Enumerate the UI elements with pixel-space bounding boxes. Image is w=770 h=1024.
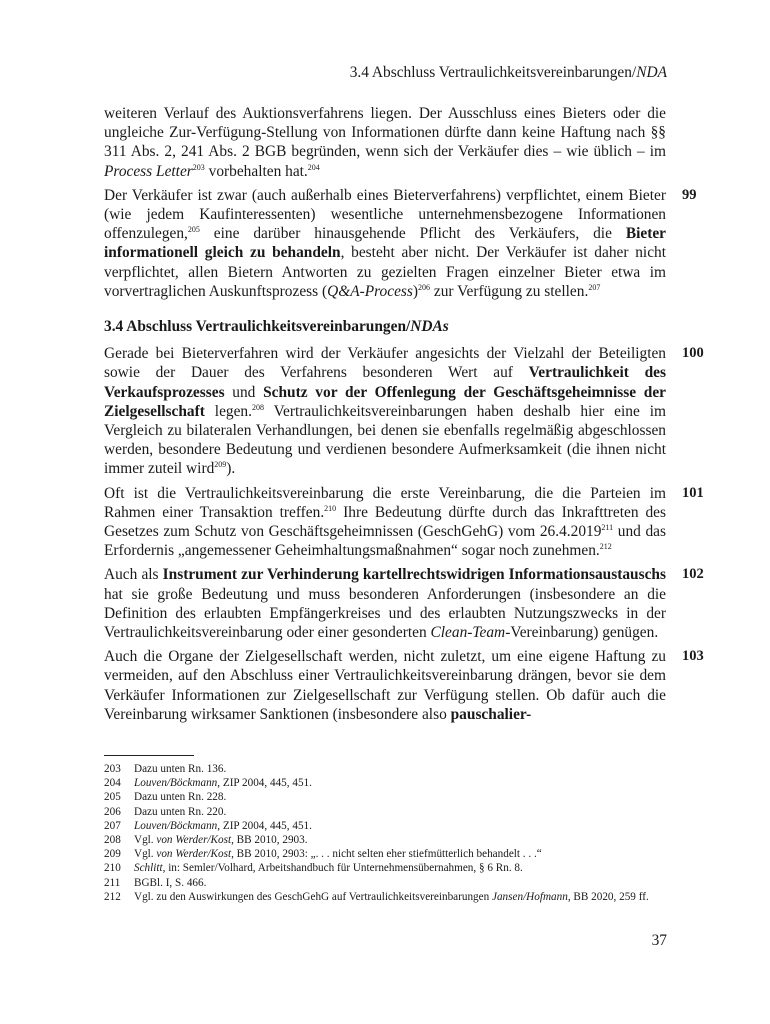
bold-text: Instrument zur Verhinderung kartellrechtswidrigen Informationsaustauschs [162,566,666,584]
footnote-208 [104,833,670,847]
footnote-207 [104,819,670,833]
footnote-text: Vgl. zu den Auswirkungen des GeschGehG auf Vertraulichkeitsvereinbarungen [134,890,492,903]
footnotes [104,762,670,904]
footnote-ref[interactable]: 206 [418,282,431,292]
text: legen. [204,402,252,420]
footnote-number: 209 [104,848,121,861]
author-name: von Werder/Kost [156,834,232,847]
text: , besteht aber nicht. Der Verkäufer ist daher nicht verpflichtet, allen Bietern Antworten zu gezielten Fragen einzelner Bieter etwa im vorvertraglichen Auskunftsprozess ( [104,244,666,300]
footnote-text: , in: Semler/Volhard, Arbeitshandbuch für Unternehmensübernahmen, § 6 Rn. 8. [162,862,523,875]
margin-number: 100 [682,345,704,362]
paragraph-99 [104,186,697,301]
header-text: 3.4 Abschluss Vertraulichkeitsvereinbarungen/ [349,64,637,81]
paragraph-103 [104,647,704,724]
text: Gerade bei Bieterverfahren wird der Verkäufer angesichts der Vielzahl der Beteiligten sowie der Dauer des Verfahrens besonderen Wert auf [104,345,666,382]
author-name: Louven/Böckmann [134,819,218,832]
footnote-209 [104,847,670,861]
bold-text: Bieter informationell gleich zu behandeln [104,225,666,262]
body-text [104,104,704,729]
text: ) [412,282,419,300]
footnote-text: Dazu unten Rn. 136. [134,763,227,775]
footnote-205 [104,790,670,804]
text: und das Erfordernis „angemessener Geheimhaltungsmaßnahmen“ sogar noch zunehmen. [104,523,666,560]
text: weiteren Verlauf des Auktionsverfahrens liegen. Der Ausschluss eines Bieters oder die ungleiche Zur-Verfügung-Stellung von Informationen dürfte dann keine Haftung nach §§ 311 Abs. 2, 241 Abs. 2 BGB begründen, wenn sich der Verkäufer dies – wie üblich – im [104,105,666,161]
footnote-text: Dazu unten Rn. 220. [134,805,227,818]
footnote-text: , BB 2020, 259 ff. [567,890,649,903]
bold-text: pauschalier- [450,705,532,723]
text: vorbehalten hat. [204,162,308,180]
footnote-number: 208 [104,834,121,847]
footnote-ref[interactable]: 205 [187,225,200,235]
italic-text: Clean-Team [430,624,506,642]
footnote-number: 205 [104,791,121,804]
text: Ihre Bedeutung dürfte durch das Inkrafttreten des Gesetzes zum Schutz von Geschäftsgeheimnissen (GeschGehG) vom 26.4.2019 [104,503,666,541]
footnote-divider [104,755,194,756]
bold-text: Schutz vor der Offenlegung der Geschäftsgeheimnisse der Zielgesellschaft [104,383,666,420]
text: ). [226,460,236,478]
paragraph-100 [104,344,704,478]
footnote-ref[interactable]: 204 [307,162,320,172]
footnote-text: , BB 2010, 2903: „. . . nicht selten eher stiefmütterlich behandelt . . .“ [231,848,542,861]
margin-number: 102 [682,566,704,583]
footnote-number: 206 [104,805,121,818]
footnote-text: , ZIP 2004, 445, 451. [217,819,312,832]
footnote-ref[interactable]: 211 [601,522,614,532]
italic-text: Process Letter [104,162,193,180]
footnote-text: Vgl. [134,834,157,847]
footnote-number: 211 [104,876,121,889]
text: Vertraulichkeitsvereinbarungen haben deshalb hier eine im Vergleich zu bilateralen Verhandlungen, bei denen sie ebenfalls regelmäßig abgeschlossen werden, besondere Bedeutung und verdienen besondere Aufmerksamkeit (die ihnen nicht immer zuteil wird [104,402,666,478]
footnote-212 [104,890,670,904]
text: Auch als [104,566,163,584]
footnote-text: Dazu unten Rn. 228. [134,791,227,804]
footnote-210 [104,861,670,875]
author-name: Louven/Böckmann [134,777,218,790]
footnote-203 [104,762,670,776]
text: Oft ist die Vertraulichkeitsvereinbarung die erste Vereinbarung, die die Parteien im Rahmen einer Transaktion treffen. [104,484,666,521]
margin-number: 101 [682,484,704,501]
footnote-ref[interactable]: 207 [588,282,601,292]
footnote-text: Vgl. [134,848,157,861]
author-name: Schlitt [134,862,163,875]
text: zur Verfügung zu stellen. [430,282,589,300]
bold-text: Vertraulichkeit des Verkaufsprozesses [104,364,666,401]
footnote-ref[interactable]: 208 [251,402,264,412]
author-name: Jansen/Hofmann [492,890,568,903]
page-number: 37 [651,932,667,949]
footnote-number: 203 [104,763,121,775]
footnote-text: , ZIP 2004, 445, 451. [217,777,312,790]
footnote-211 [104,876,670,890]
footnote-number: 207 [104,819,121,832]
footnote-text: , BB 2010, 2903. [231,834,308,847]
italic-text: Q&A-Process [327,282,413,300]
footnote-204 [104,776,670,790]
text: Der Verkäufer ist zwar (auch außerhalb eines Bieterverfahrens) verpflichtet, einem Bieter (wie jedem Kaufinteressenten) wesentliche unternehmensbezogene Informationen offenzulegen, [104,186,666,243]
heading-italic: NDAs [410,318,449,336]
footnote-ref[interactable]: 209 [214,460,227,470]
paragraph-continued [104,104,666,181]
author-name: von Werder/Kost [156,848,232,861]
footnote-number: 210 [104,862,121,875]
heading-text: 3.4 Abschluss Vertraulichkeitsvereinbarungen/ [104,318,411,336]
footnote-ref[interactable]: 210 [324,503,337,513]
header-italic: NDA [636,64,667,81]
running-header [350,64,667,82]
paragraph-102 [104,565,704,642]
footnote-206 [104,805,670,819]
paragraph-101 [104,484,704,561]
footnote-text: BGBl. I, S. 466. [134,876,207,889]
section-heading [104,317,666,336]
footnote-number: 204 [104,777,121,790]
text: hat sie große Bedeutung und muss besonderen Anforderungen (insbesondere an die Definition des erlaubten Empfängerkreises und des erlaubten Nutzungszwecks in der Vertraulichkeitsvereinbarung oder einer gesonderten [104,585,666,642]
margin-number: 103 [682,648,704,665]
margin-number: 99 [682,186,697,203]
text: und [224,383,264,401]
text: Auch die Organe der Zielgesellschaft werden, nicht zuletzt, um eine eigene Haftung zu vermeiden, auf den Abschluss einer Vertraulichkeitsvereinbarung drängen, bevor sie dem Verkäufer Informationen zur Zielgesellschaft zur Verfügung stellen. Ob dafür auch die Vereinbarung wirksamer Sanktionen (insbesondere also [104,648,666,723]
footnote-number: 212 [104,890,121,903]
text: -Vereinbarung) genügen. [505,624,659,642]
footnote-ref[interactable]: 203 [192,162,205,172]
footnote-ref[interactable]: 212 [599,542,612,552]
text: eine darüber hinausgehende Pflicht des Verkäufers, die [199,225,626,243]
